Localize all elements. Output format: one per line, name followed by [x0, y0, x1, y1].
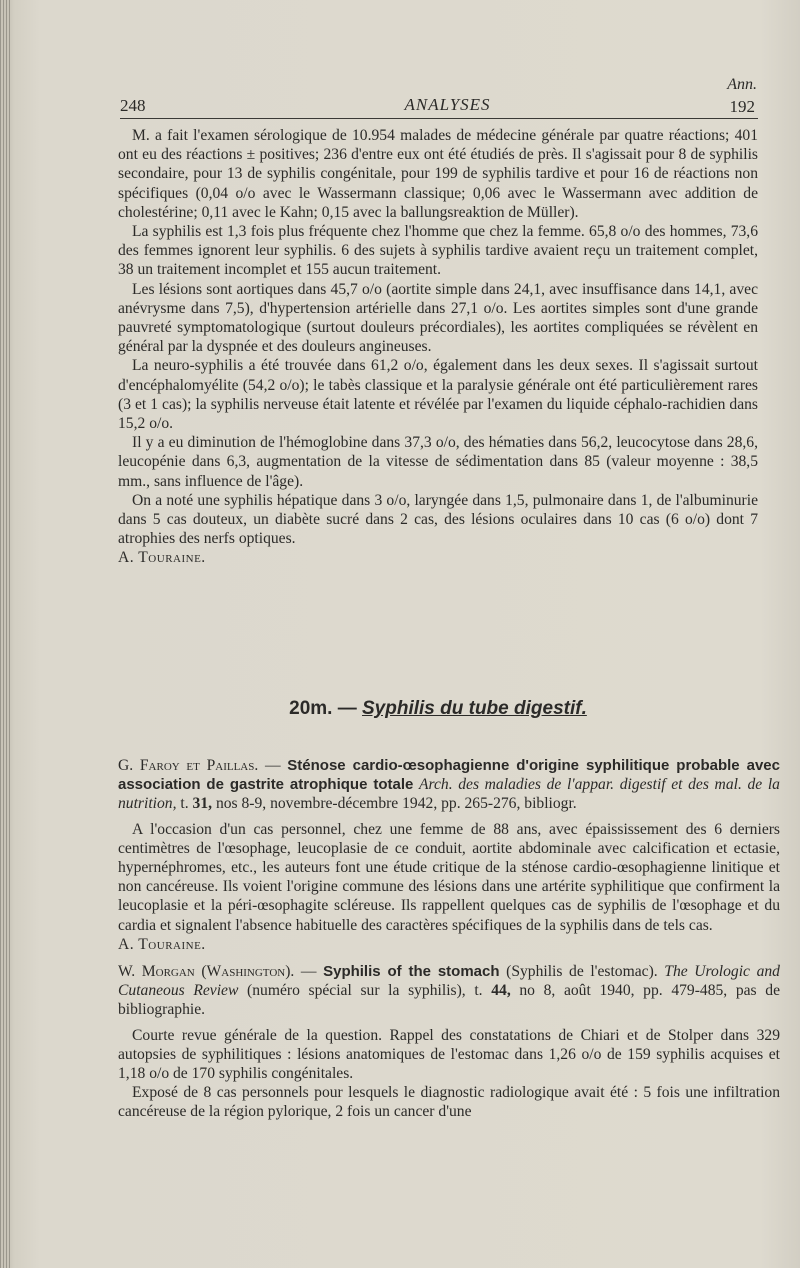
section-content	[118, 756, 780, 1122]
ref-dash: —	[264, 757, 281, 774]
paragraph: Il y a eu diminution de l'hémoglobine dans 37,3 o/o, des hématies dans 56,2, leucocytose dans 28,6, leucopénie dans 6,3, augmentation de la vitesse de sédimentation dans 85 (valeur moyenne : 38,5 mm., sans influence de l'âge).	[118, 434, 758, 490]
paragraph: Courte revue générale de la question. Rappel des constatations de Chiari et de Stolper dans 329 autopsies de syphilitiques : lésions anatomiques de l'estomac dans 1,26 o/o de 159 syphilis acquises et 1,18 o/o de 170 syphilis congénitales.	[118, 1026, 780, 1083]
ref-title: Sténose cardio-œsophagienne d'origine syphilitique probable avec association de gastrite atrophique totale	[118, 757, 780, 794]
ref-dash: —	[300, 963, 317, 981]
paragraph: Les lésions sont aortiques dans 45,7 o/o (aortite simple dans 24,1, avec insuffisance dans 14,1, avec anévrysme dans 7,5), d'hypertension artérielle dans 27,1 o/o. Les aortites simples sont d'une grande pauvreté symptomatologique (surtout douleurs précordiales), les aortites compliquées se révèlent en général par la dyspnée et des douleurs angineuses.	[118, 280, 758, 356]
ref-details: nos 8-9, novembre-décembre 1942, pp. 265-276, bibliogr.	[215, 795, 577, 813]
spacer	[118, 954, 780, 962]
paragraph: La syphilis est 1,3 fois plus fréquente chez l'homme que chez la femme. 65,8 o/o des hommes, 73,6 des femmes ignorent leur syphilis. 6 des sujets à syphilis tardive avaient reçu un traitement complet, 38 un traitement incomplet et 155 aucun traitement.	[118, 223, 758, 279]
ref-tome: t.	[180, 795, 189, 813]
ref-authors: G. Faroy et Paillas.	[118, 757, 259, 774]
page-binding-edge	[0, 0, 10, 1268]
author-signature: A. Touraine.	[118, 549, 206, 567]
ref-authors: W. Morgan (Washington).	[118, 963, 295, 981]
section-number: 20m.	[289, 698, 333, 719]
abstract-muller	[118, 126, 758, 568]
section-dash: —	[337, 698, 357, 719]
reference-morgan	[118, 962, 780, 1020]
ref-journal: Arch. des maladies de l'appar. digestif et des mal. de la nutrition,	[118, 776, 780, 813]
paragraph: Exposé de 8 cas personnels pour lesquels le diagnostic radiologique avait été : 5 fois une infiltration cancéreuse de la région pylorique, 2 fois un cancer d'une	[118, 1084, 780, 1121]
ref-volume: 31,	[192, 795, 213, 813]
section-title: Syphilis du tube digestif.	[362, 698, 587, 719]
running-title: ANALYSES	[404, 95, 491, 114]
page-number: 248	[120, 96, 146, 115]
ref-details: no 8, août 1940, pp. 479-485, pas de bibliographie.	[118, 982, 780, 1019]
section-heading	[118, 698, 758, 720]
ref-mid: (numéro spécial sur la syphilis), t.	[247, 982, 483, 1000]
paragraph: On a noté une syphilis hépatique dans 3 o/o, laryngée dans 1,5, pulmonaire dans 1, de l'albuminurie dans 5 cas douteux, un diabète sucré dans 2 cas, des lésions oculaires dans 10 cas (6 o/o) dont 7 atrophies des nerfs optiques.	[118, 491, 758, 548]
header-year: 192	[729, 97, 755, 116]
running-header	[120, 68, 775, 118]
reference-faroy-paillas	[118, 756, 780, 814]
paragraph: La neuro-syphilis a été trouvée dans 61,2 o/o, également dans les deux sexes. Il s'agissait surtout d'encéphalomyélite (54,2 o/o); le tabès classique et la paralysie générale ont été particulièrement rares (3 et 1 cas); la syphilis nerveuse était latente et révélée par l'examen du liquide céphalo-rachidien dans 15,2 o/o.	[118, 357, 758, 433]
ref-subtitle: (Syphilis de l'estomac).	[506, 963, 658, 981]
ref-title: Syphilis of the stomach	[323, 963, 500, 981]
header-rule	[120, 118, 758, 119]
header-ann-label: Ann.	[727, 76, 757, 93]
paragraph: M. a fait l'examen sérologique de 10.954 malades de médecine générale par quatre réactions; 401 ont eu des réactions ± positives; 236 d'entre eux ont été étudiés de près. Il s'agissait pour 8 de syphilis secondaire, pour 13 de syphilis congénitale, pour 199 de syphilis tardive et pour 16 de réactions non spécifiques (0,04 o/o avec le Wassermann classique; 0,06 avec le Wassermann avec addition de cholestérine; 0,11 avec le Kahn; 0,15 avec la ballungsreaktion de Müller).	[118, 127, 758, 221]
ref-journal: The Urologic and Cutaneous Review	[118, 963, 780, 1000]
author-signature: A. Touraine.	[118, 935, 206, 953]
ref-volume: 44,	[491, 982, 511, 1000]
paragraph: A l'occasion d'un cas personnel, chez une femme de 88 ans, avec épaississement des 6 derniers centimètres de l'œsophage, leucoplasie de ce conduit, aortite abdominale avec calcification et ectasie, hypernéphromes, etc., les auteurs font une étude critique de la sténose cardio-œsophagienne linitique et non cancéreuse. Ils voient l'origine commune des lésions dans une artérite syphilitique que confirment la leucoplasie et la péri-œsophagite scléreuse. Ils rappellent quelques cas de syphilis de l'œsophage et du cardia et signalent l'absence habituelle des caractères spécifiques de la syphilis dans de tels cas.	[118, 820, 780, 934]
